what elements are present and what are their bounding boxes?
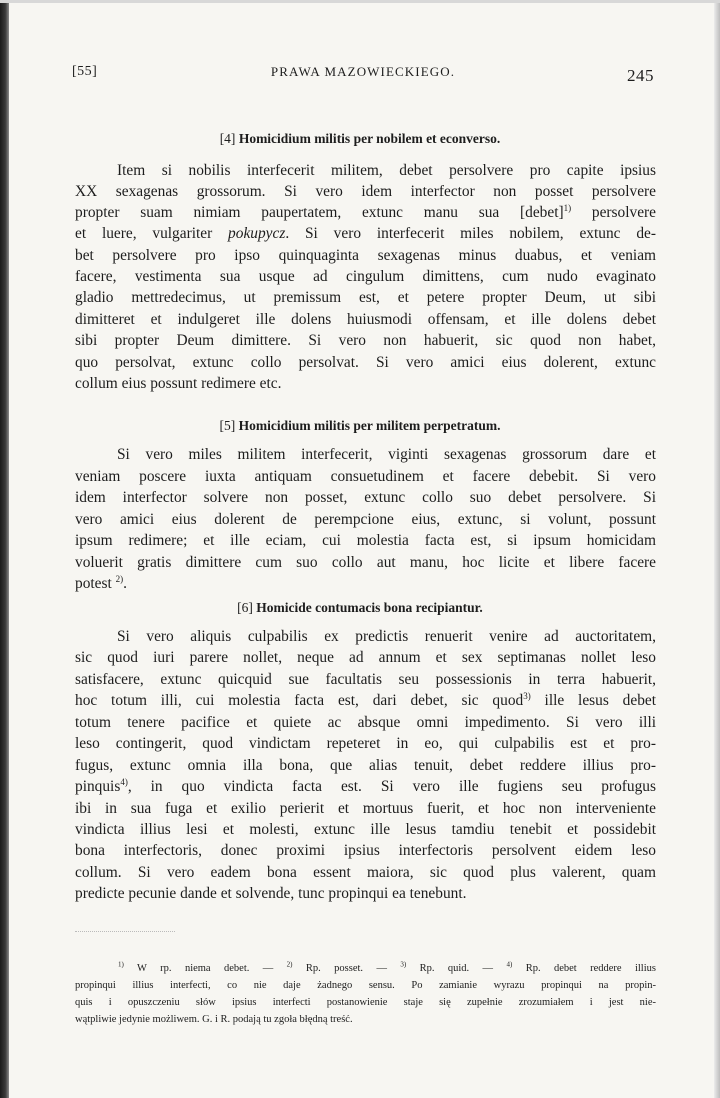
paragraph-line: satisfacere, extunc quicquid sue facultatis seu possessionis in terra habuerit, bbox=[75, 671, 656, 688]
page-number: 245 bbox=[627, 66, 654, 85]
paragraph-line: idem interfector solvere non posset, extunc collo suo debet persolvere. Si bbox=[75, 489, 656, 506]
paragraph-line: pinquis$^{4)}$, in quo vindicta facta est. Si vero ille fugiens seu profugus bbox=[75, 776, 656, 795]
paragraph-line: bet persolvere pro ipso quinquaginta sexagenas minus duabus, et veniam bbox=[75, 247, 656, 264]
header-page-ref: [55] bbox=[72, 64, 98, 79]
paragraph-line: veniam poscere iuxta antiquam consuetudinem et facere debebit. Si vero bbox=[75, 468, 656, 485]
section-title: Homicide contumacis bona recipiantur. bbox=[256, 600, 483, 615]
footnote-line: quis i opuszczeniu słów ipsius interfecti postanowienie staje się zupełnie zrozumiałem i jest nie- bbox=[75, 997, 656, 1008]
paragraph-line: et luere, vulgariter pokupycz. Si vero interfecerit miles nobilem, extunc de- bbox=[75, 225, 656, 242]
paragraph-line: sic quod iuri parere nollet, neque ad annum et sex septimanas nollet leso bbox=[75, 649, 656, 666]
paragraph-line: quo persolvat, extunc collo persolvat. Si vero amici eius dolerent, extunc bbox=[75, 354, 656, 371]
section-number: [5] bbox=[219, 418, 236, 433]
paragraph-line: totum tenere pacifice et quiete ac absque omni impedimento. Si vero illi bbox=[75, 714, 656, 731]
footnote-separator bbox=[75, 931, 175, 932]
paragraph-line: dimitteret et indulgeret ille dolens huiusmodi offensam, et ille dolens debet bbox=[75, 311, 656, 328]
footnote-line: wątpliwie jedynie możliwem. G. i R. podają tu zgoła błędną treść. bbox=[75, 1014, 353, 1025]
paragraph-line: collum. Si vero eadem bona essent maiora, sic quod plus valerent, quam bbox=[75, 864, 656, 881]
paragraph-line: predicte pecunie dande et solvende, tunc propinqui ea tenebunt. bbox=[75, 885, 467, 902]
paragraph-line: gladio mettredecimus, ut premissum est, et petere propter Deum, ut sibi bbox=[75, 289, 656, 306]
scan-top-edge bbox=[0, 0, 720, 3]
footnote-ref: 4) bbox=[120, 776, 128, 787]
paragraph-line: propter suam nimiam paupertatem, extunc manu sua [debet]$^{1)}$ persolvere bbox=[75, 202, 656, 221]
footnote-line: propinqui illius interfecti, co nie daje żadnego sensu. Po zamianie wyrazu propinqui na propin- bbox=[75, 980, 656, 991]
paragraph-line: XX sexagenas grossorum. Si vero idem interfector non posset persolvere bbox=[75, 183, 656, 200]
section-number: [6] bbox=[237, 600, 253, 615]
paragraph-line: fugus, extunc omnia illa bona, que alias tenuit, debet reddere illius pro- bbox=[75, 757, 656, 774]
paragraph-line: vero amici eius dolerent de perempcione eius, extunc, si volunt, possunt bbox=[75, 511, 656, 528]
footnote-ref: 2) bbox=[115, 573, 124, 584]
section-number: [4] bbox=[219, 131, 236, 146]
paragraph-line: Si vero aliquis culpabilis ex predictis renuerit venire ad auctoritatem, bbox=[117, 628, 656, 645]
section-heading bbox=[60, 418, 660, 434]
footnote-line: $^{1)}$ W rp. niema debet. — $^{2)}$ Rp. posset. — $^{3)}$ Rp. quid. — $^{4)}$ Rp. debet reddere illius bbox=[118, 960, 656, 974]
paragraph-line: voluerit gratis dimittere cum suo collo aut manu, hoc licite et libere facere bbox=[75, 554, 656, 571]
paragraph-line: ipsum redimere; et ille eciam, cui molestia facta est, si ipsum homicidam bbox=[75, 532, 656, 549]
scan-binding-edge bbox=[0, 0, 9, 1098]
paragraph-line: sibi propter Deum dimittere. Si vero non habuerit, sic quod non habet, bbox=[75, 332, 656, 349]
footnote-ref: 1) bbox=[563, 202, 572, 213]
header-title: PRAWA MAZOWIECKIEGO. bbox=[270, 64, 456, 79]
paragraph-line: potest $^{2)}$. bbox=[75, 573, 127, 592]
paragraph-line: collum eius possunt redimere etc. bbox=[75, 375, 282, 392]
paragraph-line: leso contingerit, quod vindictam repeteret in eo, qui culpabilis est et pro- bbox=[75, 735, 656, 752]
footnote-ref: 3) bbox=[523, 690, 531, 701]
paragraph-line: Si vero miles militem interfecerit, viginti sexagenas grossorum dare et bbox=[117, 446, 656, 463]
paragraph-line: vindicta illius lesi et molesti, extunc ille lesus tamdiu tenebit et possidebit bbox=[75, 821, 656, 838]
paragraph-line: ibi in sua fuga et exilio perierit et mortuus fuerit, et hoc non interveniente bbox=[75, 800, 656, 817]
vernacular-term: pokupycz bbox=[228, 225, 286, 242]
section-title: Homicidium militis per militem perpetratum. bbox=[238, 418, 501, 433]
paragraph-line: Item si nobilis interfecerit militem, debet persolvere pro capite ipsius bbox=[117, 162, 656, 179]
section-heading bbox=[60, 131, 660, 147]
running-header bbox=[72, 60, 654, 86]
paragraph-line: facere, vestimenta sua usque ad cingulum dimittens, cum nudo evaginato bbox=[75, 268, 656, 285]
scan-page-edge bbox=[714, 0, 720, 1098]
paragraph-line: bona interfectoris, donec proximi ipsius interfectoris persolvent eidem leso bbox=[75, 842, 656, 859]
paragraph-line: hoc totum illi, cui molestia facta est, dari debet, sic quod$^{3)}$ ille lesus debet bbox=[75, 690, 656, 709]
section-heading bbox=[60, 600, 660, 616]
section-title: Homicidium militis per nobilem et econverso. bbox=[238, 131, 501, 146]
